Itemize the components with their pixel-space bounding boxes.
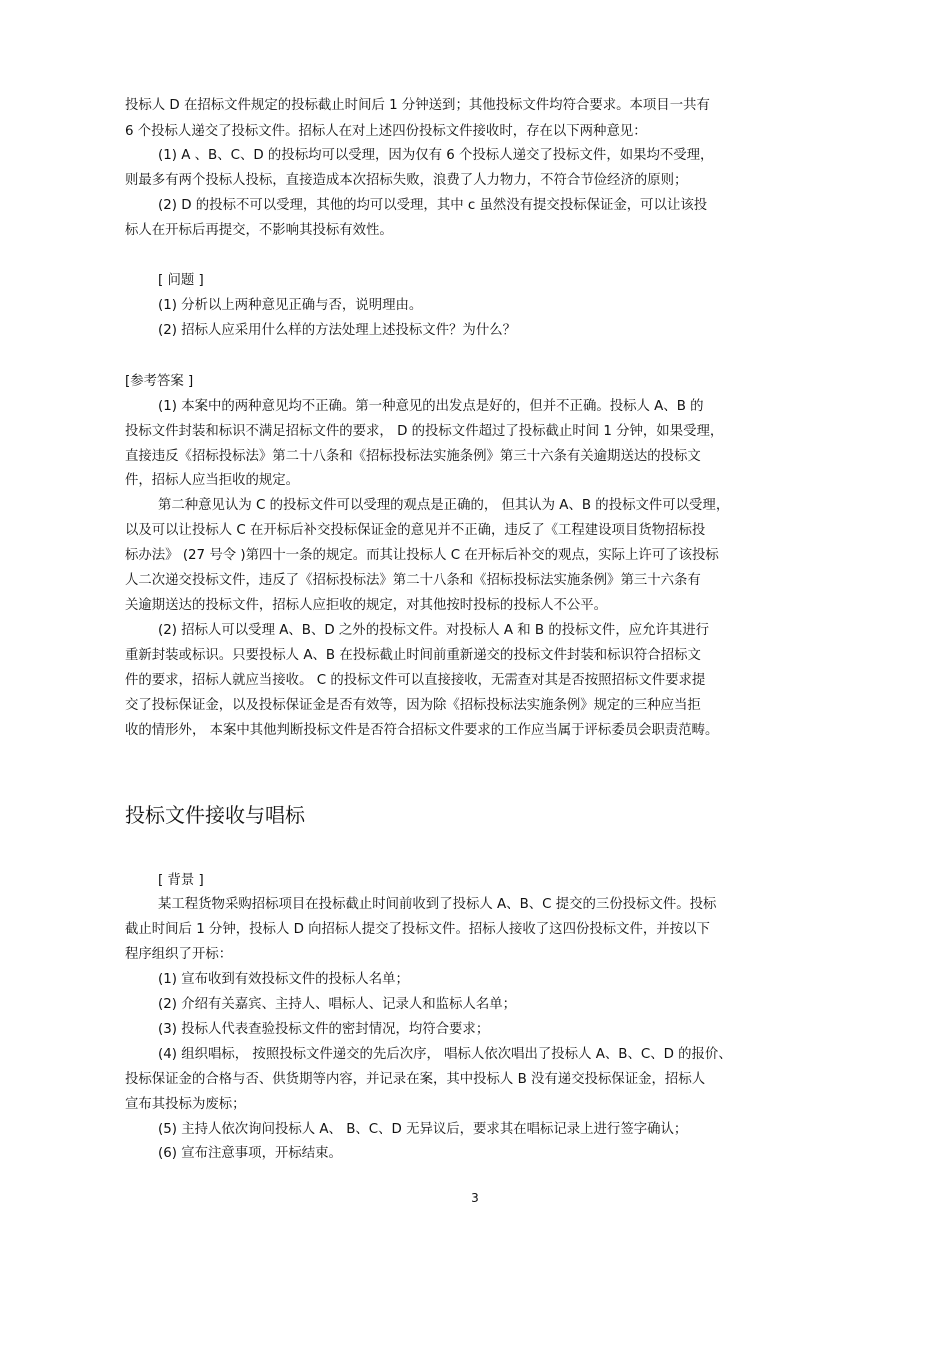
opinion-1-line: 则最多有两个投标人投标，直接造成本次招标失败，浪费了人力物力，不符合节俭经济的原则； xyxy=(125,173,688,188)
answer-2-line: 标办法》 (27 号令 )第四十一条的规定。而其让投标人 C 在开标后补交的观点，实际上许可了该投标 xyxy=(125,548,719,563)
background-heading: [ 背景 ] xyxy=(158,873,204,888)
background-line: 某工程货物采购招标项目在投标截止时间前收到了投标人 A、B、C 提交的三份投标文件。投标 xyxy=(158,897,717,912)
question-item: (2) 招标人应采用什么样的方法处理上述投标文件？为什么？ xyxy=(158,323,516,338)
intro-line: 投标人 D 在招标文件规定的投标截止时间后 1 分钟送到；其他投标文件均符合要求。本项目一共有 xyxy=(125,98,710,113)
answer-3-line: 重新封装或标识。只要投标人 A、B 在投标截止时间前重新递交的投标文件封装和标识符合招标文 xyxy=(125,648,701,663)
answer-2-line: 第二种意见认为 C 的投标文件可以受理的观点是正确的， 但其认为 A、B 的投标文件可以受理， xyxy=(158,498,730,513)
answer-2-line: 关逾期送达的投标文件，招标人应拒收的规定，对其他按时投标的投标人不公平。 xyxy=(125,598,608,613)
background-line: 截止时间后 1 分钟，投标人 D 向招标人提交了投标文件。招标人接收了这四份投标文件，并按以下 xyxy=(125,922,710,937)
opinion-2-line: 标人在开标后再提交，不影响其投标有效性。 xyxy=(125,223,393,238)
opinion-1-line: (1) A 、B、C、D 的投标均可以受理，因为仅有 6 个投标人递交了投标文件，如果均不受理， xyxy=(158,148,714,163)
answer-2-line: 人二次递交投标文件，违反了《招标投标法》第二十八条和《招标投标法实施条例》第三十六条有 xyxy=(125,573,701,588)
answer-3-line: 交了投标保证金，以及投标保证金是否有效等，因为除《招标投标法实施条例》规定的三种应当拒 xyxy=(125,698,701,713)
answer-1-line: 件，招标人应当拒收的规定。 xyxy=(125,473,300,488)
answer-3-line: 件的要求，招标人就应当接收。 C 的投标文件可以直接接收，无需查对其是否按照招标文件要求提 xyxy=(125,673,706,688)
answer-3-line: 收的情形外， 本案中其他判断投标文件是否符合招标文件要求的工作应当属于评标委员会职责范畴。 xyxy=(125,723,719,738)
step-item: (5) 主持人依次询问投标人 A、 B、C、D 无异议后，要求其在唱标记录上进行签字确认； xyxy=(158,1122,688,1137)
step-item: (1) 宣布收到有效投标文件的投标人名单； xyxy=(158,972,409,987)
answer-1-line: 投标文件封装和标识不满足招标文件的要求， D 的投标文件超过了投标截止时间 1 分钟，如果受理， xyxy=(125,424,724,439)
step-item-continued: 宣布其投标为废标； xyxy=(125,1097,246,1112)
answer-heading: [参考答案 ] xyxy=(125,374,194,389)
intro-line: 6 个投标人递交了投标文件。招标人在对上述四份投标文件接收时，存在以下两种意见： xyxy=(125,124,647,139)
answer-1-line: 直接违反《招标投标法》第二十八条和《招标投标法实施条例》第三十六条有关逾期送达的投标文 xyxy=(125,449,701,464)
step-item: (3) 投标人代表查验投标文件的密封情况，均符合要求； xyxy=(158,1022,490,1037)
opinion-2-line: (2) D 的投标不可以受理，其他的均可以受理，其中 c 虽然没有提交投标保证金，可以让该投 xyxy=(158,198,708,213)
answer-2-line: 以及可以让投标人 C 在开标后补交投标保证金的意见并不正确，违反了《工程建设项目货物招标投 xyxy=(125,523,706,538)
question-item: (1) 分析以上两种意见正确与否，说明理由。 xyxy=(158,298,423,313)
section-title: 投标文件接收与唱标 xyxy=(125,803,305,827)
step-item: (6) 宣布注意事项，开标结束。 xyxy=(158,1146,342,1161)
background-line: 程序组织了开标： xyxy=(125,947,233,962)
page-number: 3 xyxy=(471,1191,479,1205)
step-item: (2) 介绍有关嘉宾、主持人、唱标人、记录人和监标人名单； xyxy=(158,997,516,1012)
step-item-continued: 投标保证金的合格与否、供货期等内容，并记录在案，其中投标人 B 没有递交投标保证金，招标人 xyxy=(125,1072,706,1087)
question-heading: [ 问题 ] xyxy=(158,273,204,288)
answer-1-line: (1) 本案中的两种意见均不正确。第一种意见的出发点是好的，但并不正确。投标人 A、B 的 xyxy=(158,399,704,414)
answer-3-line: (2) 招标人可以受理 A、B、D 之外的投标文件。对投标人 A 和 B 的投标文件，应允许其进行 xyxy=(158,623,710,638)
step-item: (4) 组织唱标， 按照投标文件递交的先后次序， 唱标人依次唱出了投标人 A、B、C、D 的报价、 xyxy=(158,1047,732,1062)
